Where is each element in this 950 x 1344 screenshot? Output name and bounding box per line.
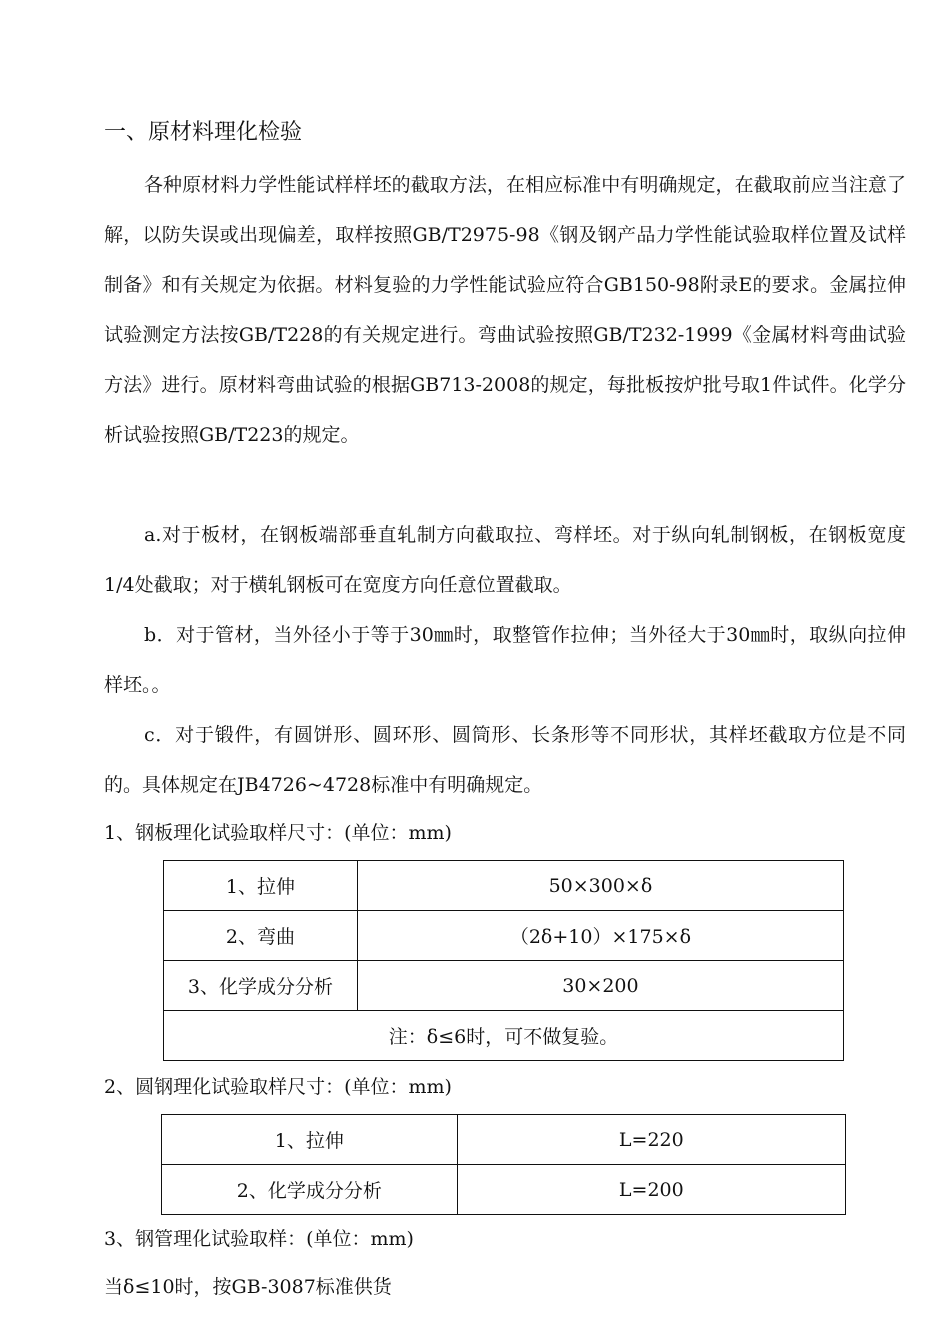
table-row (162, 1165, 846, 1215)
steel-pipe-caption: 3、钢管理化试验取样：(单位：mm) (104, 1228, 414, 1250)
table-row (164, 861, 844, 911)
section-heading: 一、原材料理化检验 (104, 120, 303, 145)
round-steel-sample-size-table (161, 1114, 846, 1215)
plate-table-caption: 1、钢板理化试验取样尺寸：(单位：mm) (104, 822, 452, 844)
table-row (164, 1011, 844, 1061)
table-cell-item: 1、拉伸 (164, 861, 358, 911)
table-cell-size: 50×300×δ (357, 861, 843, 911)
table-row (164, 961, 844, 1011)
table-cell-size: （2δ+10）×175×δ (357, 911, 843, 961)
table-row (162, 1115, 846, 1165)
round-steel-table-caption: 2、圆钢理化试验取样尺寸：(单位：mm) (104, 1076, 452, 1098)
table-cell-item: 2、化学成分分析 (162, 1165, 458, 1215)
table-cell-size: 30×200 (357, 961, 843, 1011)
paragraph-plate: a.对于板材，在钢板端部垂直轧制方向截取拉、弯样坯。对于纵向轧制钢板，在钢板宽度1/4处截取；对于横轧钢板可在宽度方向任意位置截取。 (104, 524, 906, 596)
paragraph-pipe: b．对于管材，当外径小于等于30㎜时，取整管作拉伸；当外径大于30㎜时，取纵向拉伸样坯。。 (104, 624, 906, 696)
table-cell-item: 3、化学成分分析 (164, 961, 358, 1011)
paragraph-forging: c．对于锻件，有圆饼形、圆环形、圆筒形、长条形等不同形状，其样坯截取方位是不同的。具体规定在JB4726~4728标准中有明确规定。 (104, 724, 906, 796)
table-row (164, 911, 844, 961)
table-cell-item: 1、拉伸 (162, 1115, 458, 1165)
table-note: 注：δ≤6时，可不做复验。 (164, 1011, 844, 1061)
paragraph-sampling-method: 各种原材料力学性能试样样坯的截取方法，在相应标准中有明确规定，在截取前应当注意了解，以防失误或出现偏差，取样按照GB/T2975-98《钢及钢产品力学性能试验取样位置及试样制备》和有关规定为依据。材料复验的力学性能试验应符合GB150-98附录E的要求。金属拉伸试验测定方法按GB/T228的有关规定进行。弯曲试验按照GB/T232-1999《金属材料弯曲试验方法》进行。原材料弯曲试验的根据GB713-2008的规定，每批板按炉批号取1件试件。化学分析试验按照GB/T223的规定。 (104, 174, 906, 446)
table-cell-size: L=200 (457, 1165, 845, 1215)
table-cell-item: 2、弯曲 (164, 911, 358, 961)
table-cell-size: L=220 (457, 1115, 845, 1165)
steel-pipe-note: 当δ≤10时，按GB-3087标准供货 (104, 1276, 392, 1298)
plate-sample-size-table (163, 860, 844, 1061)
